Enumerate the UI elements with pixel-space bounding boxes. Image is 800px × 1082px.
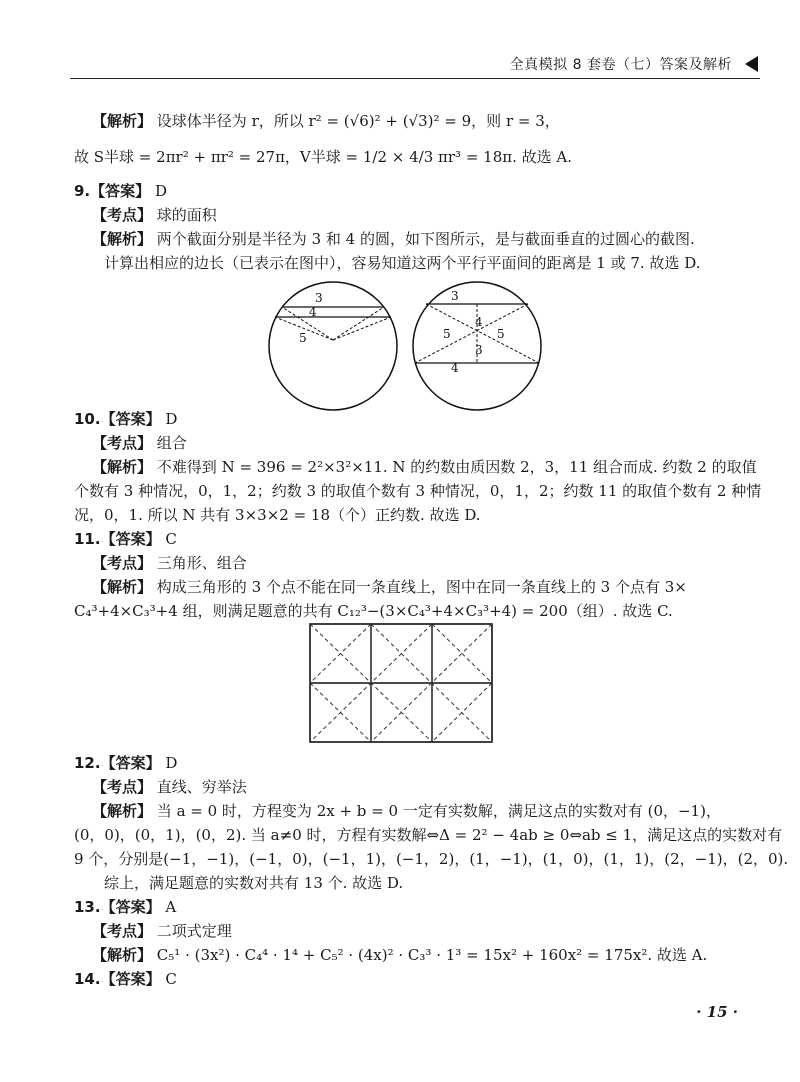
q9-figure	[265, 280, 555, 415]
page-header	[70, 52, 760, 79]
q9-label-left-5: 5	[299, 331, 307, 345]
q12-line4: 综上，满足题意的实数对共有 13 个. 故选 D.	[104, 874, 404, 892]
q13-point-line: 【考点】 二项式定理	[92, 922, 232, 940]
q12-answer-line: 12.【答案】 D	[74, 754, 178, 772]
q9-point-line: 【考点】 球的面积	[92, 206, 217, 224]
q9-label-right-5-right: 5	[497, 327, 505, 341]
q9-left-radius-d	[333, 317, 391, 340]
q10-answer-line: 10.【答案】 D	[74, 410, 178, 428]
q9-label-right-4-upper: 4	[475, 315, 483, 329]
q13-analysis-line1: 【解析】 C₅¹ · (3x²) · C₄⁴ · 1⁴ + C₅² · (4x)² · C₃³ · 1³ = 15x² + 160x² = 175x². 故选 A.	[92, 946, 708, 964]
q11-answer-line: 11.【答案】 C	[74, 530, 177, 548]
q9-left-circle	[269, 282, 397, 410]
q9-label-left-3: 3	[315, 291, 323, 305]
q10-line2: 个数有 3 种情况，0，1，2；约数 3 的取值个数有 3 种情况，0，1，2；约数 11 的取值个数有 2 种情	[74, 482, 762, 500]
header-arrow-icon	[745, 56, 758, 72]
q9-label-right-4-lower: 4	[451, 361, 459, 375]
q9-label-left-4: 4	[309, 305, 317, 319]
q12-line3: 9 个，分别是(−1，−1)，(−1，0)，(−1，1)，(−1，2)，(1，−1)，(1，0)，(1，1)，(2，−1)，(2，0).	[74, 850, 789, 868]
q9-answer-line: 9.【答案】 D	[74, 182, 167, 200]
q9-label-right-3: 3	[451, 289, 459, 303]
q10-point-line: 【考点】 组合	[92, 434, 187, 452]
q9-analysis-line2: 计算出相应的边长（已表示在图中），容易知道这两个平行平面间的距离是 1 或 7. 故选 D.	[104, 254, 701, 272]
q9-left-radius-b	[333, 307, 384, 340]
q9-left-radius-a	[282, 307, 333, 340]
q8-analysis-line1: 【解析】 设球体半径为 r，所以 r² = (√6)² + (√3)² = 9，则 r = 3，	[92, 112, 560, 130]
q9-right-diag-b	[415, 304, 528, 363]
q8-line2: 故 S半球 = 2πr² + πr² = 27π，V半球 = 1/2 × 4/3 πr³ = 18π. 故选 A.	[74, 148, 573, 166]
q11-line2: C₄³+4×C₃³+4 组，则满足题意的共有 C₁₂³−(3×C₄³+4×C₃³+4) = 200（组）. 故选 C.	[74, 602, 673, 620]
q11-figure	[308, 622, 496, 746]
header-title: 全真模拟 8 套卷（七）答案及解析	[509, 57, 732, 73]
q10-analysis-line1: 【解析】 不难得到 N = 396 = 2²×3²×11. N 的约数由质因数 2，3，11 组合而成. 约数 2 的取值	[92, 458, 757, 476]
q9-label-right-5-left: 5	[443, 327, 451, 341]
q14-answer-line: 14.【答案】 C	[74, 970, 177, 988]
q9-analysis-line1: 【解析】 两个截面分别是半径为 3 和 4 的圆，如下图所示，是与截面垂直的过圆心的截图.	[92, 230, 695, 248]
q11-analysis-line1: 【解析】 构成三角形的 3 个点不能在同一条直线上，图中在同一条直线上的 3 个点有 3×	[92, 578, 687, 596]
q12-point-line: 【考点】 直线、穷举法	[92, 778, 247, 796]
q12-line2: (0，0)，(0，1)，(0，2). 当 a≠0 时，方程有实数解⇔Δ = 2² − 4ab ≥ 0⇔ab ≤ 1，满足这点的实数对有	[74, 826, 783, 844]
q12-analysis-line1: 【解析】 当 a = 0 时，方程变为 2x + b = 0 一定有实数解，满足这点的实数对有 (0，−1)，	[92, 802, 721, 820]
q13-answer-line: 13.【答案】 A	[74, 898, 177, 916]
page-number: · 15 ·	[696, 1003, 738, 1021]
q11-point-line: 【考点】 三角形、组合	[92, 554, 247, 572]
q9-label-right-3-lower: 3	[475, 343, 483, 357]
q10-line3: 况，0，1. 所以 N 共有 3×3×2 = 18（个）正约数. 故选 D.	[74, 506, 481, 524]
